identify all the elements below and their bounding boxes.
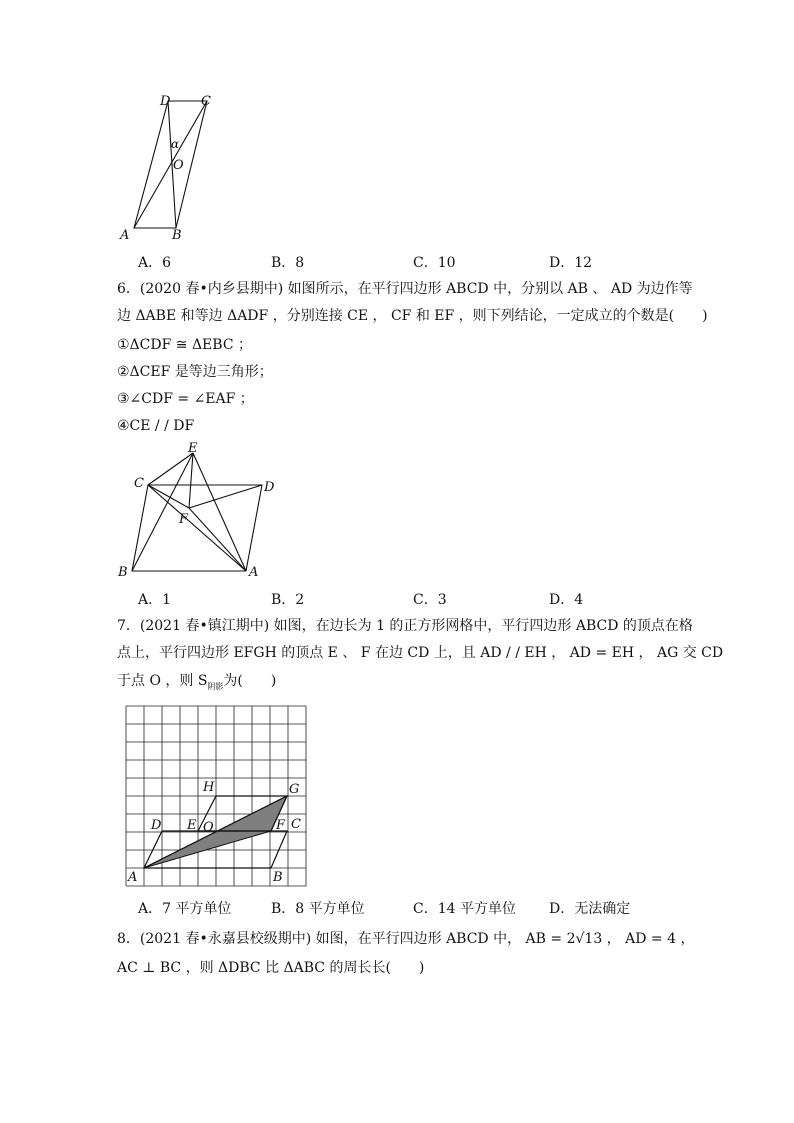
q6-option-b: B．2 [271,592,305,608]
q7-stem-line3-end: 为( ) [223,673,277,689]
label-alpha: α [171,137,180,151]
q7-stem-line1: 7．(2021 春•镇江期中) 如图，在边长为 1 的正方形网格中，平行四边形 ABCD 的顶点在格 [117,618,693,634]
label-C: C [201,94,211,109]
q6-option-d: D．4 [549,592,584,608]
label-F: F [276,818,286,833]
q8-stem-line2: AC ⊥ BC ，则 ΔDBC 比 ΔABC 的周长长( ) [117,960,425,976]
label-O: O [173,158,184,173]
q5-option-d: D．12 [549,255,593,271]
q5-options [138,252,738,272]
q7-stem-line2: 点上，平行四边形 EFGH 的顶点 E 、 F 在边 CD 上，且 AD / / EH ， AD = EH ， AG 交 CD [117,645,724,661]
label-F: F [179,512,189,527]
q7-options [138,898,738,918]
label-B: B [118,565,128,580]
figure-q5 [110,88,230,248]
q6-option-a: A．1 [138,592,172,608]
q7-option-b: B．8 平方单位 [271,901,365,917]
q6-options [138,589,738,609]
q6-stem-line1: 6．(2020 春•内乡县期中) 如图所示，在平行四边形 ABCD 中，分别以 AB 、 AD 为边作等 [117,281,693,297]
q5-option-b: B．8 [271,255,305,271]
q5-option-c: C．10 [413,255,456,271]
label-A: A [128,870,138,885]
label-D: D [151,818,162,833]
q7-stem-line3-start: 于点 O ，则 S [117,673,208,689]
label-B: B [273,870,283,885]
q6-item-1: ①ΔCDF ≅ ΔEBC ； [117,337,252,353]
q7-stem-line3 [117,671,276,697]
label-A: A [120,228,130,243]
q5-option-a: A．6 [138,255,172,271]
q6-item-2: ②ΔCEF 是等边三角形； [117,364,273,380]
label-E: E [187,818,197,833]
q6-stem-line2: 边 ΔABE 和等边 ΔADF ，分别连接 CE ， CF 和 EF ，则下列结论，一定成立的个数是( ) [117,308,708,324]
label-O: O [203,820,214,835]
figure-q6 [112,440,282,582]
q6-item-4: ④CE / / DF [117,418,195,434]
q7-option-d: D．无法确定 [549,901,631,917]
q7-option-c: C．14 平方单位 [413,901,516,917]
label-C: C [291,817,301,832]
q7-shaded-subscript: 阴影 [207,681,224,691]
label-B: B [172,228,182,243]
label-A: A [249,565,259,580]
label-G: G [289,782,300,797]
q6-option-c: C．3 [413,592,447,608]
q7-option-a: A．7 平方单位 [138,901,232,917]
label-D: D [160,94,171,109]
label-C: C [134,476,144,491]
q6-item-3: ③∠CDF = ∠EAF ； [117,391,254,407]
q8-stem-line1: 8．(2021 春•永嘉县校级期中) 如图，在平行四边形 ABCD 中， AB = 2√13 ， AD = 4 ， [117,931,695,947]
figure-q7-grid [110,700,320,892]
label-D: D [264,480,275,495]
label-E: E [188,441,198,456]
label-H: H [203,780,215,795]
